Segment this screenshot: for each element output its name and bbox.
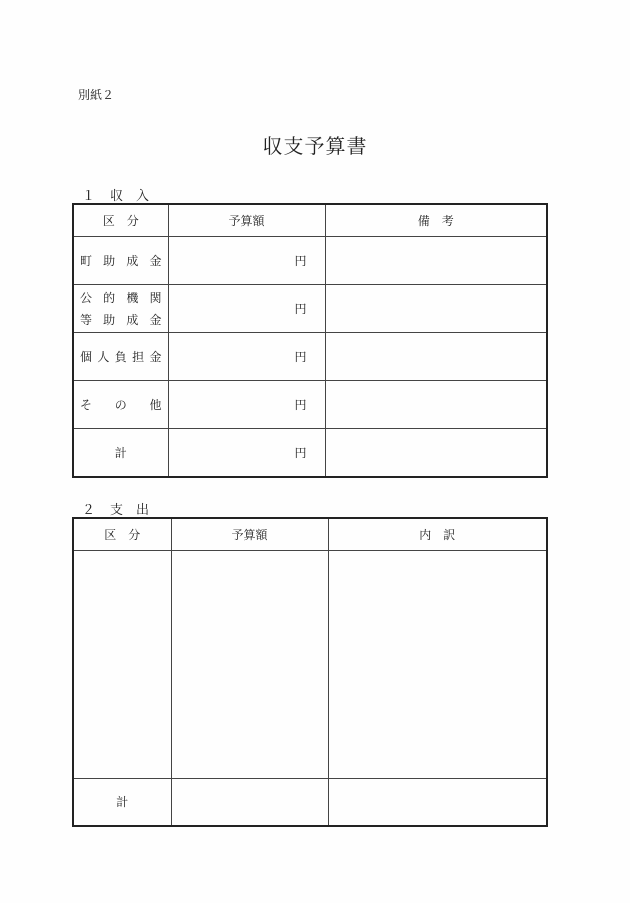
label-char: 負	[114, 350, 127, 364]
label-char: 成	[126, 254, 139, 268]
remarks-cell[interactable]	[325, 333, 547, 381]
header-remarks: 備 考	[325, 204, 547, 237]
amount-cell[interactable]: 円	[168, 237, 325, 285]
income-total-row	[73, 429, 547, 477]
row-label-line	[80, 396, 168, 413]
attachment-label: 別紙２	[78, 88, 115, 102]
label-char: 助	[103, 313, 116, 327]
row-label-line	[80, 289, 168, 306]
expense-section-heading	[82, 499, 162, 518]
expense-body-row	[73, 551, 547, 779]
header-breakdown: 内 訳	[328, 518, 547, 551]
label-char: 機	[126, 291, 139, 305]
income-section-title-char: 入	[136, 189, 151, 204]
income-section-number: １	[82, 189, 97, 204]
amount-cell[interactable]: 円	[168, 333, 325, 381]
income-section-heading	[82, 185, 162, 204]
remarks-cell[interactable]	[325, 381, 547, 429]
expense-section-title-char: 支	[110, 503, 125, 518]
breakdown-cell[interactable]	[328, 551, 547, 779]
label-char: 公	[80, 291, 93, 305]
header-category: 区 分	[73, 518, 171, 551]
total-remarks-cell[interactable]	[325, 429, 547, 477]
label-char: 個	[80, 350, 93, 364]
row-label-line	[80, 252, 168, 269]
expense-header-row	[73, 518, 547, 551]
header-budget: 予算額	[171, 518, 328, 551]
expense-total-row	[73, 779, 547, 826]
income-row	[73, 285, 547, 333]
label-char: 他	[149, 398, 162, 412]
total-amount-cell[interactable]: 円	[168, 429, 325, 477]
income-row	[73, 333, 547, 381]
header-category: 区 分	[73, 204, 168, 237]
label-char: 関	[149, 291, 162, 305]
remarks-cell[interactable]	[325, 285, 547, 333]
row-label-line	[80, 348, 168, 365]
label-char: 等	[80, 313, 93, 327]
income-table	[72, 203, 548, 478]
remarks-cell[interactable]	[325, 237, 547, 285]
row-label	[73, 333, 168, 381]
label-char: の	[114, 398, 127, 412]
label-char: 金	[149, 350, 162, 364]
label-char: 助	[103, 254, 116, 268]
expense-table	[72, 517, 548, 827]
label-char: そ	[80, 398, 93, 412]
label-char: 金	[149, 254, 162, 268]
total-label: 計	[73, 429, 168, 477]
income-section-title-char: 収	[110, 189, 125, 204]
label-char: 町	[80, 254, 93, 268]
label-char: 成	[126, 313, 139, 327]
row-label-line	[80, 311, 168, 328]
header-budget: 予算額	[168, 204, 325, 237]
category-cell[interactable]	[73, 551, 171, 779]
row-label	[73, 237, 168, 285]
total-label: 計	[73, 779, 171, 826]
amount-cell[interactable]: 円	[168, 285, 325, 333]
row-label	[73, 285, 168, 333]
total-breakdown-cell[interactable]	[328, 779, 547, 826]
row-label	[73, 381, 168, 429]
income-row	[73, 381, 547, 429]
expense-section-title-char: 出	[136, 503, 151, 518]
total-amount-cell[interactable]	[171, 779, 328, 826]
amount-cell[interactable]	[171, 551, 328, 779]
income-row	[73, 237, 547, 285]
expense-section-number: ２	[82, 503, 97, 518]
label-char: 的	[103, 291, 116, 305]
document-title: 収支予算書	[262, 134, 368, 158]
label-char: 人	[97, 350, 110, 364]
label-char: 金	[149, 313, 162, 327]
income-header-row	[73, 204, 547, 237]
label-char: 担	[132, 350, 145, 364]
amount-cell[interactable]: 円	[168, 381, 325, 429]
